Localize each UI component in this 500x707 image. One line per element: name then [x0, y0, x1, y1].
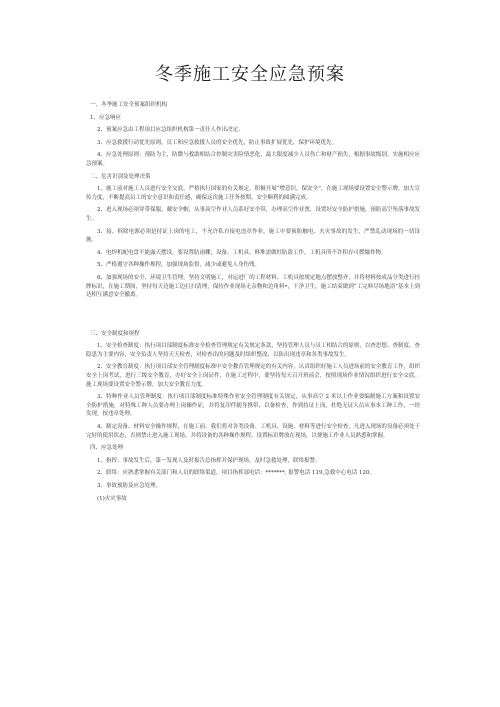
- paragraph: 3、应急救援行动优先原则，员工和应急救援人员的安全优先，防止事故扩展优先，保护环境优先。: [97, 139, 338, 146]
- paragraph: 3、事故预防及应急处理。: [97, 483, 162, 489]
- section-gap: [86, 300, 420, 326]
- paragraph: (1)火灾事故: [97, 495, 127, 502]
- paragraph: 4、应急处理原则：预防为主，防微与救助相结合控制灾害险情恶化，最大限度减少人员伤亡和财产损失，根据事故级别，实施相应应急预案。: [86, 152, 420, 167]
- paragraph: 5、严格遵守各种操作规程，加强现场监督，减少或避免人身伤残。: [97, 262, 261, 269]
- paragraph: 4、电焊机配电盘不能露天摆设，要设置防雨棚，设备、工机具、料堆需做好防盗工作，工机具所不许积存可燃爆炸物。: [97, 249, 387, 256]
- paragraph: 3、特种作业人员管理制度：执行项目部制度标准特殊作业安全管理制度有关规定，从事高空 2 米以上作业要编制施工方案和设置安全防护措施，对特殊工种人员要办理上岗操作证，并将复印件随身携带，以备检查，作到持证上岗，杜绝无证人员从事本工种工作，一经发现，按违章处理。: [86, 394, 420, 418]
- document-body: [86, 97, 420, 503]
- section-heading: 二、危害识别及处理决策: [90, 173, 151, 180]
- paragraph: 1、安全检查制度：执行项目部制度标准安全检查管理规定有关规定条款，坚持管理人员与员工相结合的原则，以查思想、查制度、查隐患为主要内容，安全负责人坚持天天检查，对检查出的问题及时组织整改，以防出现违章和各类事故发生。: [86, 343, 420, 358]
- section-heading: 1、应急响应: [90, 114, 121, 121]
- page-title: 冬季施工安全应急预案: [155, 64, 345, 85]
- section-heading: 四、应急处理: [90, 445, 124, 452]
- paragraph: 4、制定设备、材料安全操作规程，在施工前，我们将对各类设备、工机具、设施、材料等进行安全检查，凡进入现场的设备必须处于完好的使用状态，否则禁止进入施工现场，并将设备的各种操作规程、设置标识牌放在现场，以便施工作业人员熟悉和掌握。: [86, 424, 420, 439]
- paragraph: 1、指挥：事故发生后，第一发现人及时报告总指挥并保护现场，及时急救处理，联络报警。: [97, 457, 321, 464]
- paragraph: 6、加强现场的安全、环境卫生管理，坚持文明施工，对运进厂的工程材料、工机具按规定地点摆放整齐，并将材料按成品分类进行挂牌标识，在施工期间，坚持每天边施工边打扫清理，保持作业现场无杂物和边角料•，干净卫生，施工结束做到“工完料尽场地清”基本上到达相互满意安全撤离。: [86, 274, 420, 299]
- section-heading: 三、安全制度和规程: [90, 330, 140, 337]
- paragraph: 2、进入现场必须穿带保服，戴安全帽，从事高空作业人员系好安全带，办理高空作业票，设置好安全防护措施，预防高空坠落事故发生。: [86, 207, 420, 222]
- paragraph: 2、预案应急由工程项目应急组织机构第一责任人作出决定。: [97, 127, 244, 134]
- paragraph: 3、接、拆除电源必须是持证上岗的电工，不允许私自接电违章作业，施工中要预防触电、火灾事故的发生，严禁乱动现场的一切设施。: [86, 228, 420, 244]
- paragraph: 2、安全教育制度：执行项目部安全管理制度标准中安全教育管理规定的有关内容，认真组织好施工人员进场前的安全教育工作，组织安全上岗考试，进行三级安全教育，办好安全上岗证件，在施工过程中，要坚持每天召开班前会，按照现场作业情况组织进行安全交底。施工现场要设置安全警示牌，加大安全教育力度。: [86, 364, 420, 388]
- section-heading: 一、冬季施工安全预案组织机构: [90, 102, 168, 108]
- paragraph: 1、施工前对施工人员进行安全交底，严格执行国家的有关规定，积极开展“增意识，保安全”，在施工现场要设置安全警示牌，加大宣传力度，不断提高员工的安全意识和责任感，确保这次施工任务按期、安全顺利的圆满完成。: [86, 186, 420, 201]
- paragraph: 2、联络：应熟悉掌握有关部门和人员的联络渠道，项目指挥部电话：*******, 报警电话 119,急救中心电话 120。: [97, 470, 375, 477]
